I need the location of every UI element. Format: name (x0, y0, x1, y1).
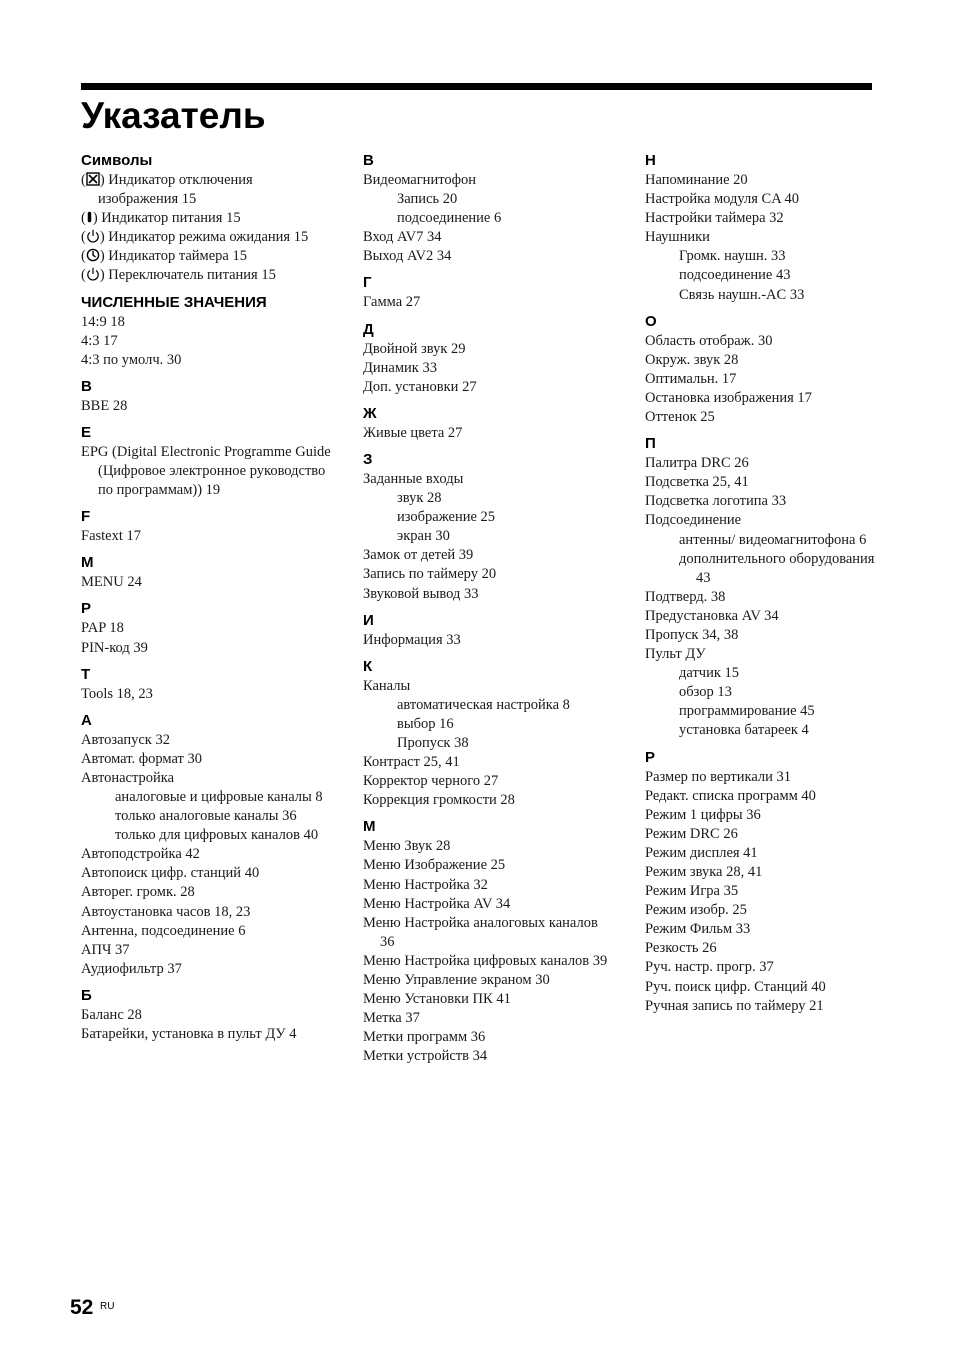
index-subentry: Громк. наушн. 33 (679, 248, 786, 265)
index-subentry: Связь наушн.-AC 33 (679, 286, 805, 303)
section-heading: М (363, 818, 376, 836)
index-entry: Наушники (645, 229, 710, 246)
index-entry: Режим дисплея 41 (645, 844, 758, 861)
index-entry: ( ) Индикатор питания 15 (81, 210, 241, 227)
index-entry: Оттенок 25 (645, 409, 715, 426)
index-entry: Размер по вертикали 31 (645, 768, 792, 785)
index-entry: Автоустановка часов 18, 23 (81, 903, 251, 920)
entry-text: ) Индикатор питания 15 (92, 210, 241, 227)
index-column-2 (363, 151, 613, 1073)
index-section (363, 611, 613, 650)
index-entry: Меню Звук 28 (363, 838, 451, 855)
index-section (363, 151, 613, 266)
index-subentry: Пропуск 38 (397, 734, 469, 751)
index-entry: Доп. установки 27 (363, 378, 477, 395)
index-subentry: установка батареек 4 (679, 722, 809, 739)
index-section (363, 657, 613, 811)
index-entry: Редакт. списка программ 40 (645, 787, 816, 804)
index-entry: Окруж. звук 28 (645, 351, 739, 368)
section-heading: Ж (363, 404, 377, 422)
index-subentry: только аналоговые каналы 36 (115, 808, 297, 825)
top-rule (81, 83, 872, 90)
index-entry: EPG (Digital Electronic Programme Guide (Цифровое электронное руководство по программам)) 19 (81, 443, 331, 499)
index-subentry: датчик 15 (679, 665, 739, 682)
index-entry: Заданные входы (363, 470, 464, 487)
index-entry: Контраст 25, 41 (363, 754, 460, 771)
index-entry: Режим Фильм 33 (645, 921, 751, 938)
index-entry: ( ) Индикатор таймера 15 (81, 248, 247, 265)
section-heading: О (645, 312, 657, 330)
power-indicator-icon (86, 210, 93, 226)
index-entry: Гамма 27 (363, 294, 421, 311)
page-title: Указатель (81, 95, 266, 136)
timer-icon (86, 248, 100, 264)
index-entry: Tools 18, 23 (81, 685, 153, 702)
index-entry: Меню Установки ПК 41 (363, 991, 511, 1008)
entry-text: ) Переключатель питания 15 (99, 267, 276, 284)
index-entry: АПЧ 37 (81, 941, 130, 958)
index-entry: Режим звука 28, 41 (645, 864, 763, 880)
index-entry: Напоминание 20 (645, 172, 748, 188)
index-entry: 4:3 по умолч. 30 (81, 351, 182, 368)
index-section (645, 312, 885, 427)
index-entry: Замок от детей 39 (363, 547, 474, 564)
index-entry: Автоподстройка 42 (81, 846, 200, 863)
index-subentry: только для цифровых каналов 40 (115, 827, 319, 844)
index-entry: Звуковой вывод 33 (363, 585, 479, 602)
section-heading: Г (363, 274, 372, 292)
index-entry: Палитра DRC 26 (645, 455, 749, 472)
section-heading: З (363, 450, 373, 468)
index-subentry: дополнительного оборудования 43 (679, 550, 875, 586)
index-entry: Настройка модуля CA 40 (645, 191, 799, 208)
index-entry: 4:3 17 (81, 332, 118, 349)
section-heading: Б (81, 986, 92, 1004)
index-entry: Меню Настройка AV 34 (363, 895, 511, 912)
section-heading: ЧИСЛЕННЫЕ ЗНАЧЕНИЯ (81, 293, 267, 311)
index-entry: Антенна, подсоединение 6 (81, 922, 246, 939)
index-subentry: обзор 13 (679, 684, 732, 701)
index-entry: Автомат. формат 30 (81, 750, 202, 767)
section-heading: К (363, 657, 373, 675)
index-section (81, 711, 331, 979)
index-entry: ( ) Индикатор отключения изображения 15 (81, 172, 253, 208)
index-section (81, 377, 331, 416)
index-entry: Метки программ 36 (363, 1029, 486, 1046)
index-section (81, 293, 331, 370)
section-heading: P (81, 600, 92, 618)
section-heading: B (81, 377, 92, 395)
standby-icon (86, 267, 100, 283)
index-entry: Остановка изображения 17 (645, 389, 812, 406)
index-section (363, 320, 613, 397)
index-entry: ( ) Переключатель питания 15 (81, 267, 276, 284)
index-column-3 (645, 151, 885, 1023)
index-entry: Руч. настр. прогр. 37 (645, 959, 774, 976)
index-subentry: автоматическая настройка 8 (397, 696, 570, 713)
section-heading: А (81, 711, 92, 729)
index-entry: Меню Управление экраном 30 (363, 972, 550, 988)
index-section (363, 404, 613, 443)
index-entry: Корректор черного 27 (363, 773, 499, 790)
index-subentry: звук 28 (397, 490, 442, 507)
page-language: RU (100, 1301, 115, 1312)
index-entry: PAP 18 (81, 620, 124, 637)
index-entry: Информация 33 (363, 631, 461, 648)
index-section (81, 507, 331, 546)
index-entry: Область отображ. 30 (645, 332, 773, 349)
section-heading: E (81, 423, 92, 441)
index-subentry: программирование 45 (679, 703, 815, 720)
entry-text: ) Индикатор отключения изображения 15 (98, 172, 253, 208)
index-entry: Автопоиск цифр. станций 40 (81, 865, 260, 882)
index-section (645, 434, 885, 740)
index-entry: Авторег. громк. 28 (81, 884, 195, 901)
entry-text: ) Индикатор режима ожидания 15 (99, 229, 309, 246)
index-entry: Меню Изображение 25 (363, 857, 506, 874)
index-entry: Оптимальн. 17 (645, 370, 737, 387)
page-number: 52 (70, 1296, 94, 1319)
index-section (81, 553, 331, 592)
index-entry: Меню Настройка аналоговых каналов 36 (363, 914, 598, 950)
index-entry: Пульт ДУ (645, 646, 706, 663)
index-section (363, 273, 613, 312)
index-entry: Метка 37 (363, 1010, 420, 1027)
section-heading: В (363, 152, 374, 169)
index-entry: MENU 24 (81, 574, 142, 591)
section-heading: Н (645, 152, 656, 169)
index-entry: Режим изобр. 25 (645, 902, 747, 919)
index-entry: Меню Настройка цифровых каналов 39 (363, 952, 608, 969)
index-section (363, 450, 613, 604)
section-heading: И (363, 611, 374, 629)
index-section (645, 151, 885, 305)
index-subentry: аналоговые и цифровые каналы 8 (115, 788, 323, 805)
index-entry: PIN-код 39 (81, 639, 148, 656)
index-column-1 (81, 151, 331, 1051)
index-entry: Каналы (363, 677, 411, 694)
index-subentry: экран 30 (397, 528, 450, 545)
index-entry: Fastext 17 (81, 528, 142, 545)
index-entry: Аудиофильтр 37 (81, 960, 182, 977)
index-entry: Меню Настройка 32 (363, 876, 488, 893)
index-subentry: Запись 20 (397, 191, 458, 208)
index-entry: Режим DRC 26 (645, 825, 738, 842)
index-subentry: выбор 16 (397, 715, 454, 732)
index-entry: Вход AV7 34 (363, 229, 442, 246)
index-entry: Пропуск 34, 38 (645, 626, 739, 643)
index-entry: Динамик 33 (363, 359, 437, 376)
index-entry: Настройки таймера 32 (645, 210, 784, 227)
index-entry: Руч. поиск цифр. Станций 40 (645, 978, 826, 995)
index-entry: Выход AV2 34 (363, 248, 452, 265)
index-section (81, 986, 331, 1044)
index-entry: Резкость 26 (645, 940, 717, 957)
index-entry: Живые цвета 27 (363, 424, 463, 441)
section-heading: Символы (81, 152, 153, 169)
index-entry: Коррекция громкости 28 (363, 792, 515, 809)
index-entry: Режим Игра 35 (645, 883, 739, 900)
index-entry: 14:9 18 (81, 313, 125, 330)
index-entry: Двойной звук 29 (363, 340, 466, 357)
picture-off-icon (86, 172, 100, 188)
index-entry: Предустановка AV 34 (645, 607, 779, 624)
standby-icon (86, 229, 100, 245)
section-heading: Д (363, 320, 374, 338)
index-entry: Подсветка логотипа 33 (645, 493, 787, 510)
section-heading: T (81, 665, 91, 683)
index-section (81, 151, 331, 286)
index-entry: Подсоединение (645, 512, 742, 529)
index-entry: Баланс 28 (81, 1006, 142, 1023)
index-entry: Ручная запись по таймеру 21 (645, 997, 824, 1014)
index-subentry: подсоединение 6 (397, 210, 502, 227)
index-subentry: антенны/ видеомагнитофона 6 (679, 531, 867, 548)
index-section (645, 748, 885, 1016)
index-entry: ( ) Индикатор режима ожидания 15 (81, 229, 309, 246)
index-entry: Видеомагнитофон (363, 172, 476, 188)
section-heading: M (81, 554, 94, 572)
index-entry: Запись по таймеру 20 (363, 566, 497, 583)
index-entry: Автонастройка (81, 769, 175, 786)
index-entry: Метки устройств 34 (363, 1048, 488, 1065)
index-entry: Подсветка 25, 41 (645, 474, 749, 491)
section-heading: F (81, 508, 91, 526)
index-entry: Батарейки, установка в пульт ДУ 4 (81, 1026, 297, 1042)
section-heading: Р (645, 748, 656, 766)
section-heading: П (645, 435, 656, 453)
index-section (81, 665, 331, 704)
index-subentry: изображение 25 (397, 509, 496, 526)
entry-text: ) Индикатор таймера 15 (99, 248, 247, 265)
index-section (81, 599, 331, 657)
index-subentry: подсоединение 43 (679, 267, 791, 284)
index-section (81, 423, 331, 500)
index-entry: BBE 28 (81, 397, 128, 414)
index-entry: Режим 1 цифры 36 (645, 806, 761, 823)
index-entry: Подтверд. 38 (645, 588, 726, 605)
index-entry: Автозапуск 32 (81, 731, 170, 748)
index-section (363, 817, 613, 1066)
